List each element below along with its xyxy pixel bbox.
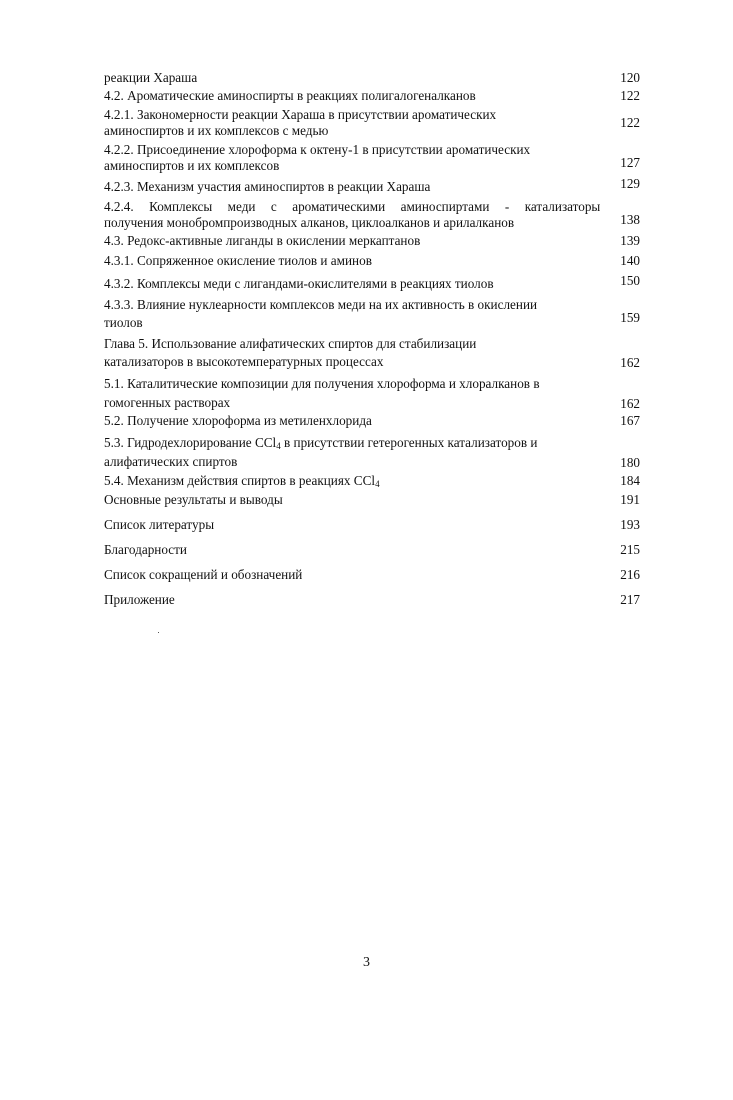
toc-entry	[104, 253, 640, 269]
toc-entry-title: 5.3. Гидродехлорирование CCl$_4$ в присутствии гетерогенных катализаторов и	[104, 435, 538, 451]
toc-entry-title: 4.2.3. Механизм участия аминоспиртов в реакции Хараша	[104, 179, 431, 194]
toc-entry	[104, 374, 640, 412]
toc-entry	[104, 176, 640, 195]
toc-entry-page: 159	[620, 310, 640, 325]
toc-entry-title: Основные результаты и выводы	[104, 492, 283, 507]
toc-entry	[104, 592, 640, 608]
toc-entry-title: 4.3.1. Сопряженное окисление тиолов и аминов	[104, 253, 372, 268]
toc-entry-page: 180	[620, 455, 640, 470]
toc-entry-title: 4.2.2. Присоединение хлороформа к октену-1 в присутствии ароматических	[104, 142, 531, 157]
toc-entry-title-continued: аминоспиртов и их комплексов с медью	[104, 123, 329, 138]
toc-entry-page: 122	[620, 115, 640, 130]
page-number: 3	[363, 955, 370, 970]
toc-entry-page: 184	[620, 473, 640, 488]
toc-entry-title: Благодарности	[104, 542, 187, 557]
toc-entry	[104, 142, 640, 174]
toc-entry-title: Список сокращений и обозначений	[104, 567, 303, 582]
toc-entry-title-continued: аминоспиртов и их комплексов	[104, 158, 280, 173]
toc-entry-page: 129	[620, 176, 640, 191]
toc-entry-page: 122	[620, 88, 640, 103]
toc-entry-page: 139	[620, 233, 640, 248]
toc-entry-title: Список литературы	[104, 517, 215, 532]
toc-entry	[104, 199, 640, 231]
toc-entry-title: 4.3. Редокс-активные лиганды в окислении меркаптанов	[104, 233, 421, 248]
toc-entry	[104, 296, 640, 332]
toc-entry-page: 191	[620, 492, 640, 507]
toc-entry	[104, 413, 640, 429]
toc-entry-page: 167	[620, 413, 640, 428]
toc-entry	[104, 517, 640, 533]
toc-entry-title: 4.2.1. Закономерности реакции Хараша в присутствии ароматических	[104, 107, 497, 122]
toc-entry	[104, 567, 640, 583]
toc-entry-page: 140	[620, 253, 640, 268]
toc-entry-title-continued: алифатических спиртов	[104, 454, 238, 469]
toc-entry-title: реакции Хараша	[104, 70, 198, 85]
toc-entry	[104, 70, 640, 86]
toc-entry-title: 4.3.3. Влияние нуклеарности комплексов меди на их активность в окислении	[104, 297, 538, 312]
toc-entry-page: 193	[620, 517, 640, 532]
toc-entry	[104, 492, 640, 508]
toc-entry	[104, 473, 640, 489]
toc-entry	[104, 233, 640, 249]
toc-entry-title-continued: гомогенных растворах	[104, 395, 231, 410]
toc-entry-page: 127	[620, 155, 640, 170]
toc-entry-page: 162	[620, 396, 640, 411]
toc-entry-title: 5.4. Механизм действия спиртов в реакциях CCl$_4$	[104, 473, 380, 489]
table-of-contents	[104, 70, 640, 608]
toc-entry-page: 120	[620, 70, 640, 85]
toc-entry	[104, 273, 640, 292]
toc-entry	[104, 107, 640, 139]
toc-entry-title-continued: получения монобромпроизводных алканов, циклоалканов и арилалканов	[104, 215, 515, 230]
toc-entry-title: 5.2. Получение хлороформа из метиленхлорида	[104, 413, 372, 428]
toc-entry-page: 215	[620, 542, 640, 557]
toc-entry-page: 216	[620, 567, 640, 582]
toc-entry	[104, 335, 640, 371]
toc-entry-page: 162	[620, 355, 640, 370]
toc-entry-page: 217	[620, 592, 640, 607]
toc-entry	[104, 88, 640, 104]
toc-entry	[104, 542, 640, 558]
toc-entry-title-continued: тиолов	[104, 315, 143, 330]
toc-entry-title: 5.1. Каталитические композиции для получения хлороформа и хлоралканов в	[104, 376, 540, 391]
toc-entry-title: Приложение	[104, 592, 175, 607]
toc-entry-title-continued: катализаторов в высокотемпературных процессах	[104, 354, 384, 369]
toc-entry-title: 4.2.4. Комплексы меди с ароматическими аминоспиртами - катализаторы	[104, 199, 601, 214]
toc-entry-title: Глава 5. Использование алифатических спиртов для стабилизации	[104, 336, 477, 351]
toc-entry-title: 4.3.2. Комплексы меди с лигандами-окислителями в реакциях тиолов	[104, 276, 494, 291]
scan-speck	[158, 632, 159, 633]
toc-entry-page: 150	[620, 273, 640, 288]
toc-entry-title: 4.2. Ароматические аминоспирты в реакциях полигалогеналканов	[104, 88, 476, 103]
toc-entry	[104, 433, 640, 471]
toc-entry-page: 138	[620, 212, 640, 227]
